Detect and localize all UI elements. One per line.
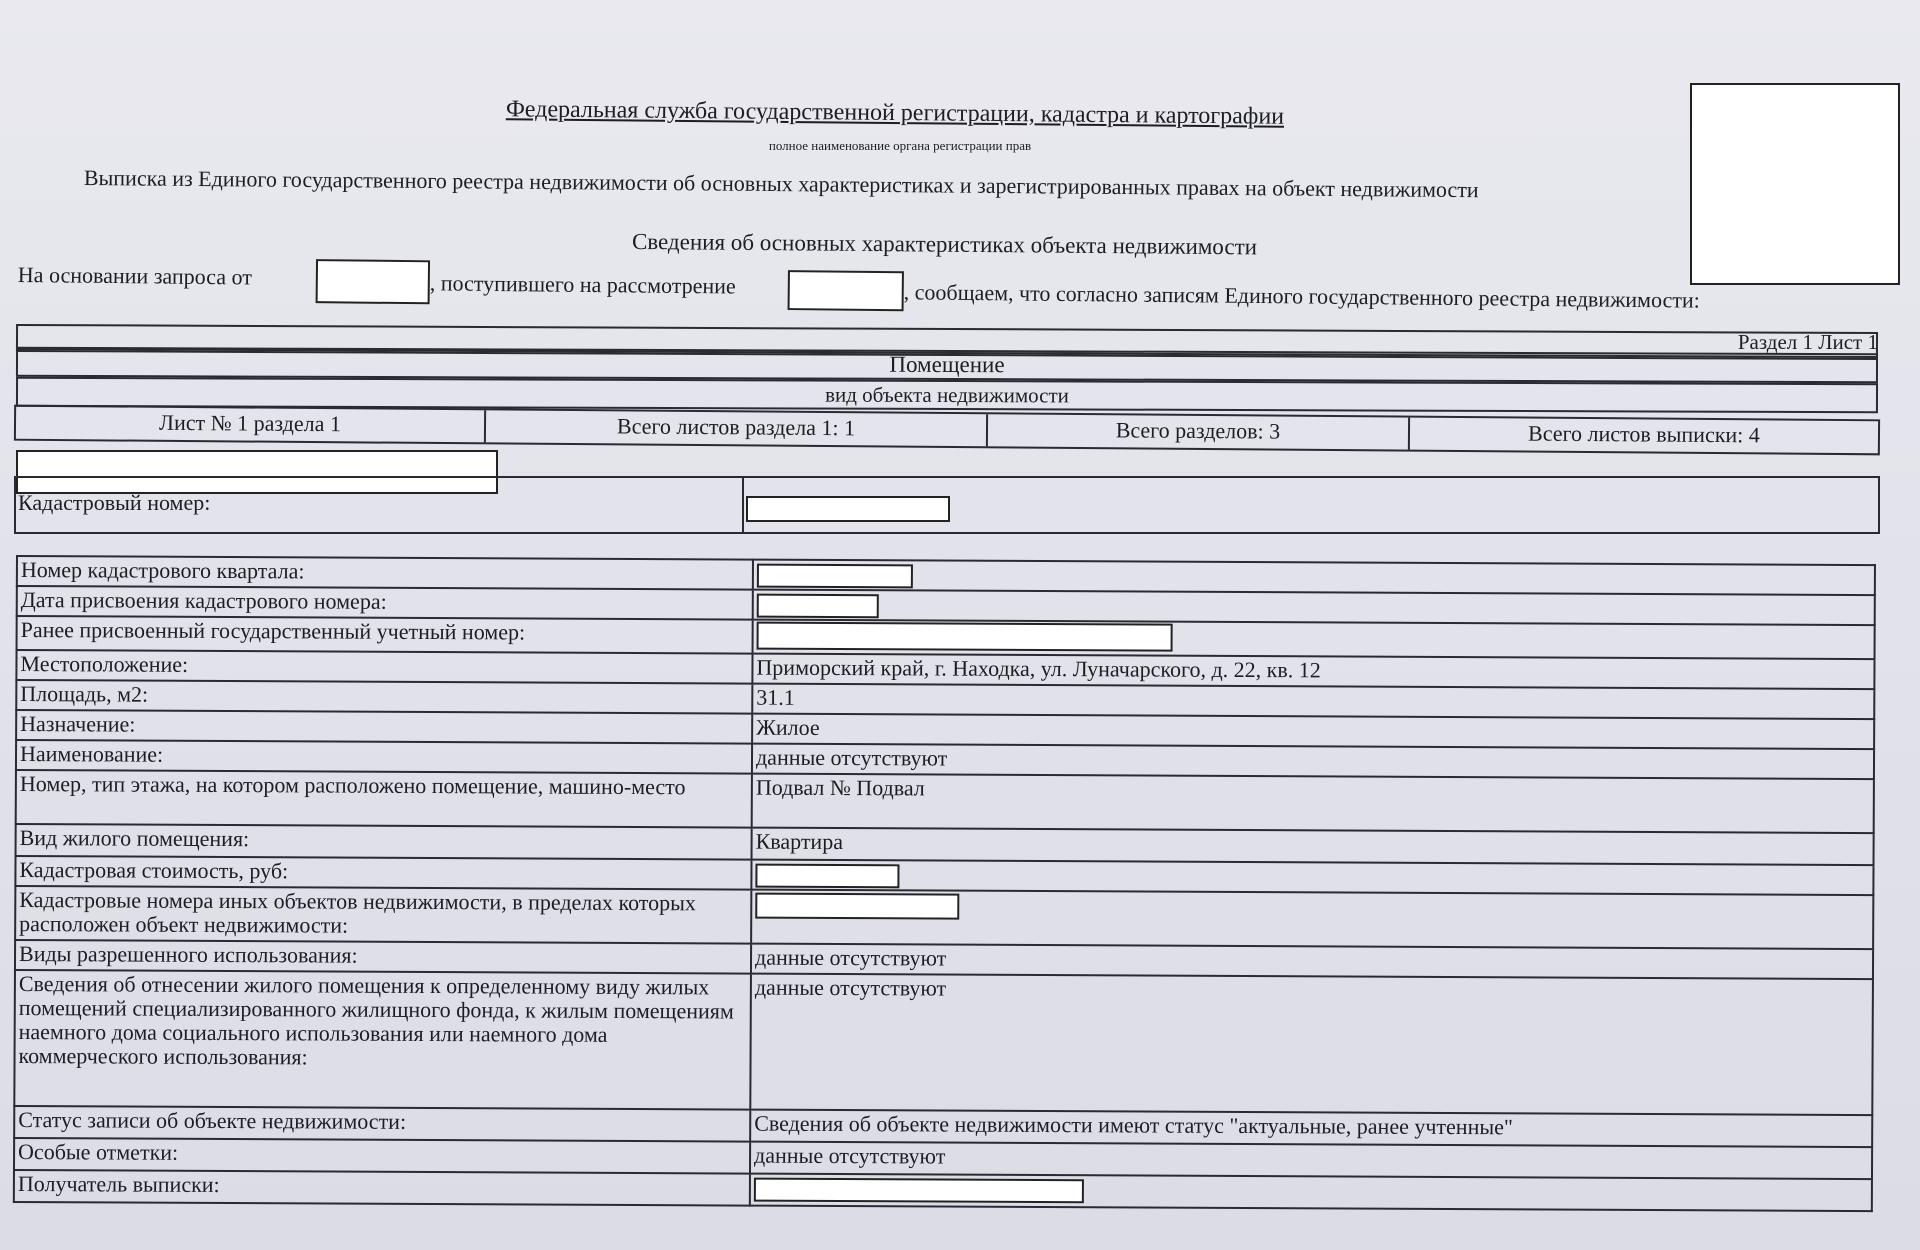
table-row xyxy=(14,970,1873,1115)
object-type-caption: вид объекта недвижимости xyxy=(825,382,1069,408)
cadastral-number-row xyxy=(14,476,1880,534)
redacted-cadastral-number xyxy=(746,496,950,522)
row-label: Особые отметки: xyxy=(14,1138,750,1174)
row-label: Сведения об отнесении жилого помещения к определенному виду жилых помещений специализированного жилищного фонда, к жилым помещениям наемного дома социального использования или наемного дома коммерческого использования: xyxy=(14,970,751,1110)
redacted-value xyxy=(755,893,959,920)
row-label: Вид жилого помещения: xyxy=(16,824,752,860)
row-value: Подвал № Подвал xyxy=(752,774,1874,833)
table-row xyxy=(15,886,1873,949)
sections-total: Всего разделов: 3 xyxy=(988,414,1410,449)
row-value xyxy=(751,890,1873,949)
redacted-value xyxy=(757,622,1173,652)
row-label: Местоположение: xyxy=(16,650,752,684)
row-label: Назначение: xyxy=(16,710,752,744)
redacted-value xyxy=(754,1178,1084,1204)
row-value xyxy=(750,1174,1872,1211)
sheets-in-section: Всего листов раздела 1: 1 xyxy=(486,410,988,446)
row-label: Статус записи об объекте недвижимости: xyxy=(14,1106,750,1142)
row-label: Получатель выписки: xyxy=(14,1170,750,1206)
redacted-value xyxy=(757,564,913,589)
row-value: данные отсутствуют xyxy=(750,974,1873,1115)
redacted-value xyxy=(755,864,899,889)
row-label: Кадастровые номера иных объектов недвижимости, в пределах которых расположен объект недвижимости: xyxy=(15,886,751,944)
request-text-2: , поступившего на рассмотрение xyxy=(429,270,736,299)
row-label: Ранее присвоенный государственный учетный номер: xyxy=(17,616,753,654)
request-line xyxy=(17,262,1797,331)
redacted-request-date xyxy=(316,259,430,304)
row-value: данные отсутствуют xyxy=(752,744,1874,779)
sheets-total: Всего листов выписки: 4 xyxy=(1528,420,1760,448)
redacted-received-date xyxy=(788,270,904,311)
row-value: Квартира xyxy=(752,828,1874,865)
sheet-label: Раздел 1 Лист 1 xyxy=(1737,330,1878,354)
properties-table xyxy=(13,555,1876,1244)
section-title: Сведения об основных характеристиках объекта недвижимости xyxy=(631,228,1258,260)
organization-caption: полное наименование органа регистрации прав xyxy=(768,138,1032,153)
row-value: данные отсутствуют xyxy=(750,1142,1872,1179)
sheet-number: Лист № 1 раздела 1 xyxy=(16,407,486,443)
redacted-stamp-box xyxy=(1690,83,1900,285)
row-label: Наименование: xyxy=(16,740,752,774)
row-label: Виды разрешенного использования: xyxy=(15,940,751,974)
row-value: Жилое xyxy=(752,714,1874,749)
cadastral-number-label: Кадастровый номер: xyxy=(18,490,211,515)
row-value: Сведения об объекте недвижимости имеют статус "актуальные, ранее учтенные" xyxy=(750,1110,1872,1147)
row-value: Приморский край, г. Находка, ул. Луначарского, д. 22, кв. 12 xyxy=(752,654,1874,689)
row-value xyxy=(753,620,1875,659)
request-text-1: На основании запроса от xyxy=(17,262,253,290)
row-label: Дата присвоения кадастрового номера: xyxy=(17,586,753,620)
row-label: Номер кадастрового квартала: xyxy=(17,556,753,590)
row-label: Кадастровая стоимость, руб: xyxy=(15,856,751,890)
row-label: Площадь, м2: xyxy=(16,680,752,714)
organization-name: Федеральная служба государственной регистрации, кадастра и картографии xyxy=(505,96,1285,130)
redacted-value xyxy=(757,594,879,619)
row-label: Номер, тип этажа, на котором расположено помещение, машино-место xyxy=(16,770,752,828)
document-title: Выписка из Единого государственного реестра недвижимости об основных характеристиках и зарегистрированных правах на объект недвижимости xyxy=(83,165,1479,203)
row-value: 31.1 xyxy=(752,684,1874,719)
table-row xyxy=(16,770,1874,833)
row-value: данные отсутствуют xyxy=(751,944,1873,979)
object-type: Помещение xyxy=(889,351,1005,378)
request-text-3: , сообщаем, что согласно записям Единого государственного реестра недвижимости: xyxy=(903,279,1700,313)
